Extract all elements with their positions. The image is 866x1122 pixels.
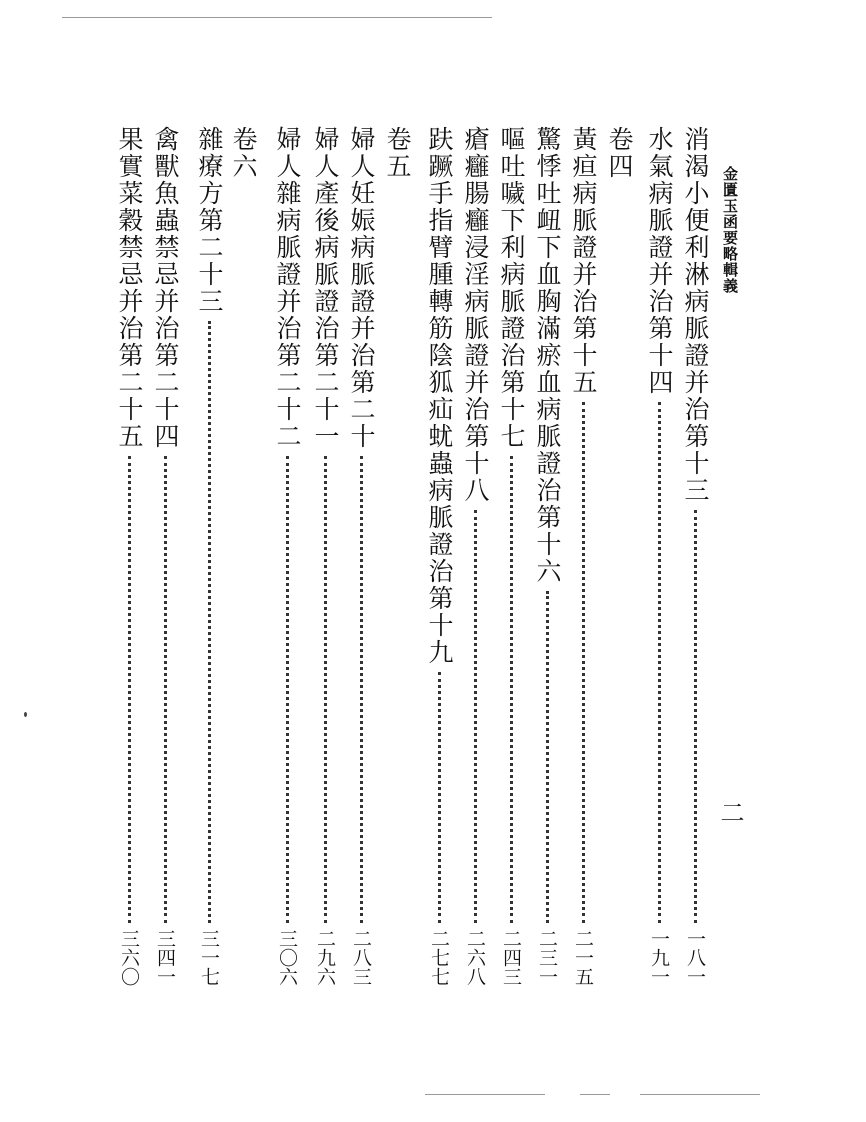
toc-entry-page: 二七七 bbox=[428, 929, 450, 986]
dotted-leader bbox=[324, 456, 327, 923]
toc-entry-title: 雜療方第二十三 bbox=[195, 126, 224, 315]
toc-entry-page: 三一七 bbox=[198, 929, 220, 986]
toc-entry bbox=[494, 126, 528, 986]
page-number: 二 bbox=[716, 800, 744, 824]
dotted-leader bbox=[694, 510, 697, 923]
toc-entry-title: 禽獸魚蟲禁忌并治第二十四 bbox=[151, 126, 180, 450]
toc-entry-page: 二九六 bbox=[314, 929, 336, 986]
dotted-leader bbox=[360, 456, 363, 923]
volume-title: 卷六 bbox=[229, 126, 258, 180]
toc-entry bbox=[308, 126, 342, 986]
dotted-leader bbox=[582, 402, 585, 923]
dotted-leader bbox=[208, 321, 211, 923]
toc-entry-page: 二六八 bbox=[464, 929, 486, 986]
volume-title: 卷四 bbox=[605, 126, 634, 180]
toc-entry-title: 消渴小便利淋病脈證并治第十三 bbox=[681, 126, 710, 504]
dotted-leader bbox=[128, 456, 131, 923]
dotted-leader bbox=[510, 456, 513, 923]
page-header-title: 金匱玉函要略輯義 bbox=[721, 166, 739, 294]
toc-entry bbox=[458, 126, 492, 986]
toc-entry-page: 二四三 bbox=[500, 929, 522, 986]
toc-volume-heading bbox=[226, 126, 260, 986]
toc-entry-page: 二八三 bbox=[350, 929, 372, 986]
toc-entry bbox=[270, 126, 304, 986]
toc-entry-page: 三四一 bbox=[154, 929, 176, 986]
toc-entry bbox=[422, 126, 456, 986]
dotted-leader bbox=[658, 402, 661, 923]
toc-entry bbox=[344, 126, 378, 986]
toc-entry bbox=[642, 126, 676, 986]
dotted-leader bbox=[164, 456, 167, 923]
toc-entry bbox=[678, 126, 712, 986]
dotted-leader bbox=[286, 456, 289, 923]
dotted-leader bbox=[438, 672, 441, 923]
toc-volume-heading bbox=[380, 126, 414, 986]
toc-volume-heading bbox=[602, 126, 636, 986]
toc-entry bbox=[112, 126, 146, 986]
toc-entry-title: 婦人產後病脈證治第二十一 bbox=[311, 126, 340, 450]
toc-entry-page: 一九一 bbox=[648, 929, 670, 986]
toc-entry-title: 婦人雜病脈證并治第二十二 bbox=[273, 126, 302, 450]
toc-entry bbox=[192, 126, 226, 986]
toc-entry-title: 黃疸病脈證并治第十五 bbox=[569, 126, 598, 396]
toc-entry-page: 三〇六 bbox=[276, 929, 298, 986]
toc-entry-title: 驚悸吐衄下血胸滿瘀血病脈證治第十六 bbox=[533, 126, 562, 585]
toc-entry bbox=[148, 126, 182, 986]
toc-entry bbox=[530, 126, 564, 986]
dotted-leader bbox=[546, 591, 549, 923]
toc-entry-title: 趺蹶手指臂腫轉筋陰狐疝蚘蟲病脈證治第十九 bbox=[425, 126, 454, 666]
toc-entry-title: 嘔吐噦下利病脈證治第十七 bbox=[497, 126, 526, 450]
toc-entry-title: 瘡癰腸癰浸淫病脈證并治第十八 bbox=[461, 126, 490, 504]
toc-entry-title: 婦人妊娠病脈證并治第二十 bbox=[347, 126, 376, 450]
toc-entry-page: 一八一 bbox=[684, 929, 706, 986]
toc-entry-page: 三六〇 bbox=[118, 929, 140, 986]
toc-entry-page: 二一五 bbox=[572, 929, 594, 986]
toc-entry bbox=[566, 126, 600, 986]
toc-entry-page: 二三一 bbox=[536, 929, 558, 986]
volume-title: 卷五 bbox=[383, 126, 412, 180]
toc-entry-title: 水氣病脈證并治第十四 bbox=[645, 126, 674, 396]
dotted-leader bbox=[474, 510, 477, 923]
toc-entry-title: 果實菜穀禁忌并治第二十五 bbox=[115, 126, 144, 450]
